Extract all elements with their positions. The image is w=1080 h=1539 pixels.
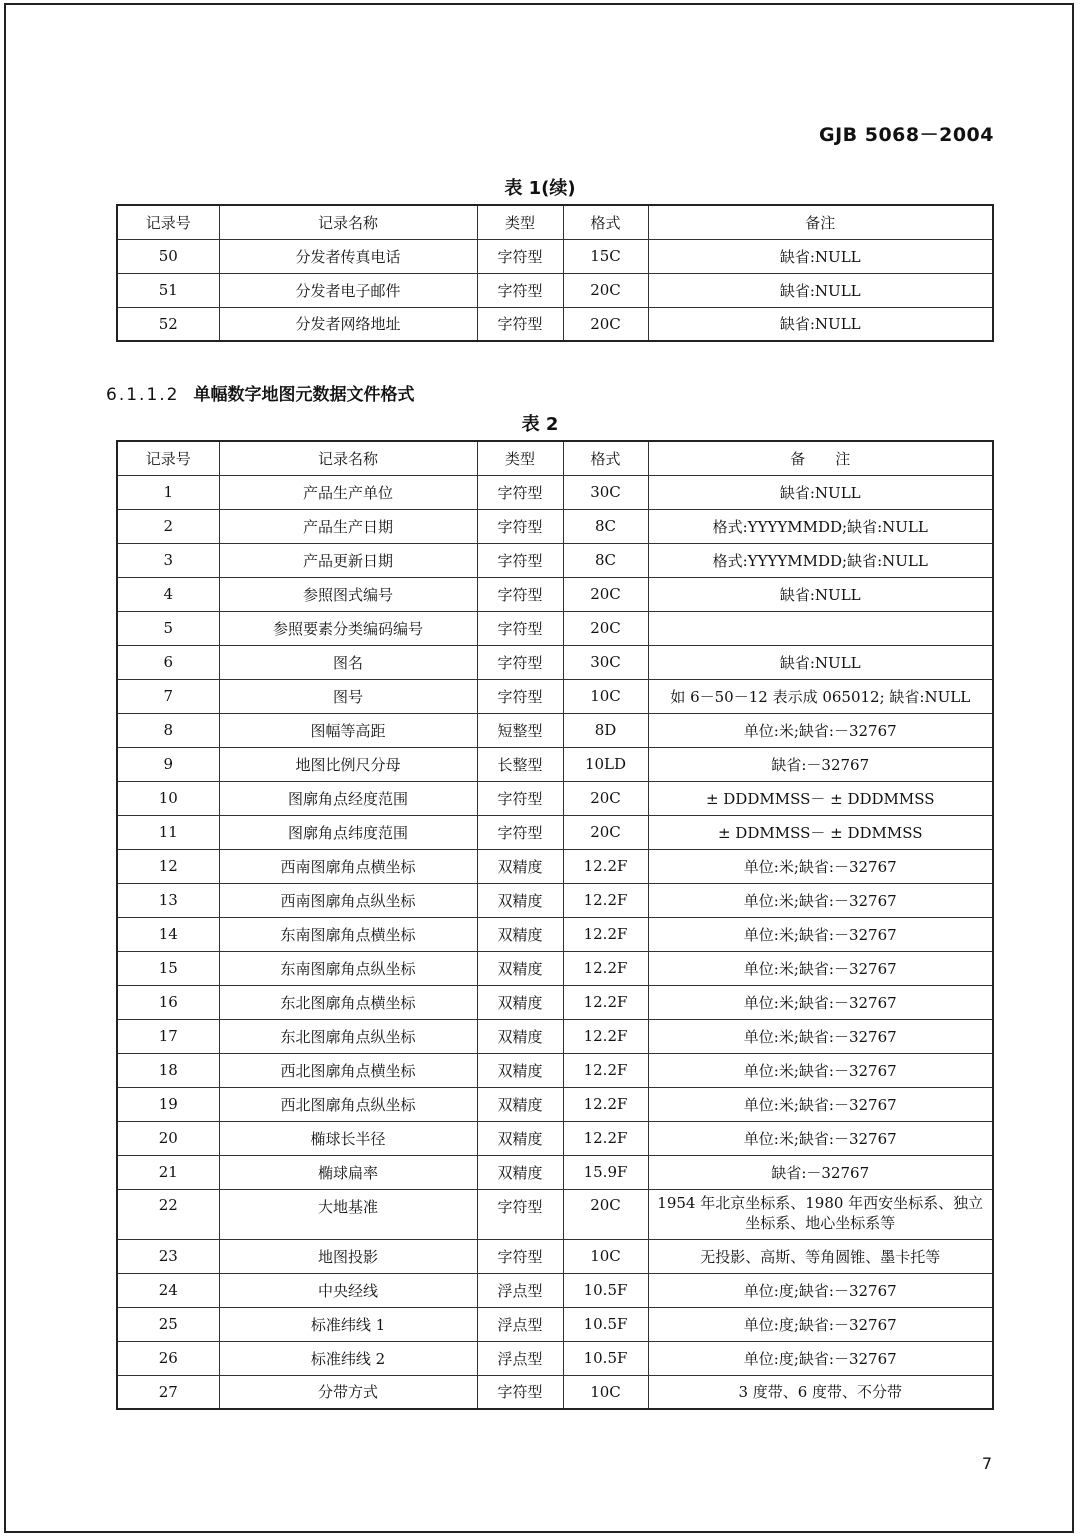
table-cell: 单位:米;缺省:－32767 (648, 713, 993, 747)
table-row (117, 1053, 993, 1087)
table-cell: 双精度 (477, 1019, 563, 1053)
table-cell: 地图比例尺分母 (219, 747, 477, 781)
table-cell: 字符型 (477, 577, 563, 611)
table-cell: 6 (117, 645, 219, 679)
table-cell: 双精度 (477, 985, 563, 1019)
table-cell: 字符型 (477, 1239, 563, 1273)
table-cell: 字符型 (477, 815, 563, 849)
table-row (117, 273, 993, 307)
table-cell: 东北图廓角点纵坐标 (219, 1019, 477, 1053)
table-cell: 20C (563, 273, 648, 307)
table2-caption: 表 2 (521, 414, 559, 435)
table-row (117, 951, 993, 985)
table-cell: 30C (563, 475, 648, 509)
table-cell: 单位:度;缺省:－32767 (648, 1273, 993, 1307)
table-cell: 浮点型 (477, 1273, 563, 1307)
table-cell: 标准纬线 2 (219, 1341, 477, 1375)
table-row (117, 781, 993, 815)
section-title: 单幅数字地图元数据文件格式 (193, 385, 415, 405)
table-cell: 26 (117, 1341, 219, 1375)
column-header: 记录名称 (219, 441, 477, 475)
table-cell: 双精度 (477, 1155, 563, 1189)
table-cell: 分带方式 (219, 1375, 477, 1409)
table-cell: 1 (117, 475, 219, 509)
table-cell: 单位:度;缺省:－32767 (648, 1341, 993, 1375)
table-cell: 短整型 (477, 713, 563, 747)
column-header: 备 注 (648, 441, 993, 475)
table-cell: 缺省:－32767 (648, 747, 993, 781)
table-cell: 12.2F (563, 1121, 648, 1155)
table-cell: 产品更新日期 (219, 543, 477, 577)
table-row (117, 1189, 993, 1239)
table-cell: 字符型 (477, 645, 563, 679)
table-cell: 23 (117, 1239, 219, 1273)
table-cell: ± DDMMSS－ ± DDMMSS (648, 815, 993, 849)
table-cell: 单位:米;缺省:－32767 (648, 951, 993, 985)
table-cell: 24 (117, 1273, 219, 1307)
table-cell: 17 (117, 1019, 219, 1053)
table-cell: 5 (117, 611, 219, 645)
table-cell: 标准纬线 1 (219, 1307, 477, 1341)
table-row (117, 577, 993, 611)
table1-caption: 表 1(续) (504, 178, 576, 199)
table-cell: 30C (563, 645, 648, 679)
table-cell: 2 (117, 509, 219, 543)
table-cell: 20 (117, 1121, 219, 1155)
table-row (117, 1239, 993, 1273)
column-header: 类型 (477, 441, 563, 475)
table-row (117, 1341, 993, 1375)
table-cell: 8C (563, 509, 648, 543)
table-cell: 缺省:NULL (648, 239, 993, 273)
page-number: 7 (981, 1454, 992, 1473)
table-cell: 东南图廓角点横坐标 (219, 917, 477, 951)
table-cell: 产品生产日期 (219, 509, 477, 543)
table-cell: 12.2F (563, 951, 648, 985)
table-row (117, 883, 993, 917)
table-cell: 单位:米;缺省:－32767 (648, 985, 993, 1019)
table-cell: 双精度 (477, 1121, 563, 1155)
table-row (117, 917, 993, 951)
table-cell: 10C (563, 1375, 648, 1409)
table-cell: 产品生产单位 (219, 475, 477, 509)
table-row (117, 1375, 993, 1409)
table-cell: 8D (563, 713, 648, 747)
table-cell: 12.2F (563, 849, 648, 883)
table-cell: 12.2F (563, 917, 648, 951)
table-row (117, 747, 993, 781)
table-row (117, 1019, 993, 1053)
table-cell: 9 (117, 747, 219, 781)
table-cell: 8C (563, 543, 648, 577)
table-cell: 16 (117, 985, 219, 1019)
table-row (117, 1273, 993, 1307)
table-cell: 15C (563, 239, 648, 273)
table-cell: 格式:YYYYMMDD;缺省:NULL (648, 509, 993, 543)
column-header: 记录号 (117, 205, 219, 239)
column-header: 格式 (563, 441, 648, 475)
table1 (116, 204, 994, 342)
table-cell: 50 (117, 239, 219, 273)
table-cell: 10 (117, 781, 219, 815)
table-cell: 单位:米;缺省:－32767 (648, 883, 993, 917)
table-cell: 浮点型 (477, 1341, 563, 1375)
table-cell: 双精度 (477, 1053, 563, 1087)
table-cell: 双精度 (477, 917, 563, 951)
table-cell: 25 (117, 1307, 219, 1341)
table-cell: 3 (117, 543, 219, 577)
table-cell: 字符型 (477, 1189, 563, 1239)
table-cell: 西北图廓角点横坐标 (219, 1053, 477, 1087)
table-cell: 20C (563, 815, 648, 849)
column-header: 类型 (477, 205, 563, 239)
table-cell: 单位:米;缺省:－32767 (648, 1053, 993, 1087)
table-row (117, 849, 993, 883)
column-header: 格式 (563, 205, 648, 239)
table-row (117, 475, 993, 509)
table-cell: 12.2F (563, 1053, 648, 1087)
table-cell: 分发者电子邮件 (219, 273, 477, 307)
table-cell: 18 (117, 1053, 219, 1087)
table-cell: 分发者网络地址 (219, 307, 477, 341)
standard-code: GJB 5068－2004 (818, 124, 994, 146)
table-row (117, 815, 993, 849)
table-row (117, 543, 993, 577)
table-cell: 单位:米;缺省:－32767 (648, 1087, 993, 1121)
table-cell: ± DDDMMSS－ ± DDDMMSS (648, 781, 993, 815)
table-cell: 参照图式编号 (219, 577, 477, 611)
table-cell: 分发者传真电话 (219, 239, 477, 273)
table-cell: 缺省:NULL (648, 645, 993, 679)
table-row (117, 307, 993, 341)
table-cell: 21 (117, 1155, 219, 1189)
table-cell: 3 度带、6 度带、不分带 (648, 1375, 993, 1409)
column-header: 备注 (648, 205, 993, 239)
table-cell: 单位:米;缺省:－32767 (648, 1121, 993, 1155)
table-cell: 缺省:NULL (648, 307, 993, 341)
table-cell: 52 (117, 307, 219, 341)
table-cell: 地图投影 (219, 1239, 477, 1273)
table-row (117, 509, 993, 543)
table-cell: 10C (563, 679, 648, 713)
table-cell: 19 (117, 1087, 219, 1121)
table-cell: 字符型 (477, 475, 563, 509)
table-cell: 字符型 (477, 273, 563, 307)
table-cell: 10.5F (563, 1273, 648, 1307)
table-cell: 字符型 (477, 307, 563, 341)
table-row (117, 679, 993, 713)
table-cell: 27 (117, 1375, 219, 1409)
table-cell: 14 (117, 917, 219, 951)
column-header: 记录名称 (219, 205, 477, 239)
table-cell: 12 (117, 849, 219, 883)
table-cell: 4 (117, 577, 219, 611)
table-cell: 浮点型 (477, 1307, 563, 1341)
table-cell (648, 611, 993, 645)
table-cell: 参照要素分类编码编号 (219, 611, 477, 645)
table-cell: 10.5F (563, 1307, 648, 1341)
table-cell: 椭球扁率 (219, 1155, 477, 1189)
table-cell: 字符型 (477, 679, 563, 713)
table-cell: 字符型 (477, 781, 563, 815)
table-cell: 图号 (219, 679, 477, 713)
table-cell: 双精度 (477, 849, 563, 883)
table-cell: 22 (117, 1189, 219, 1239)
table-row (117, 1087, 993, 1121)
table-cell: 图廓角点纬度范围 (219, 815, 477, 849)
table-cell: 长整型 (477, 747, 563, 781)
table-cell: 单位:度;缺省:－32767 (648, 1307, 993, 1341)
table-cell: 无投影、高斯、等角圆锥、墨卡托等 (648, 1239, 993, 1273)
table-row (117, 1121, 993, 1155)
table-cell: 缺省:－32767 (648, 1155, 993, 1189)
column-header: 记录号 (117, 441, 219, 475)
table-cell: 椭球长半径 (219, 1121, 477, 1155)
table-cell: 字符型 (477, 509, 563, 543)
table-cell: 图幅等高距 (219, 713, 477, 747)
table-cell: 大地基准 (219, 1189, 477, 1239)
table-row (117, 611, 993, 645)
table-cell: 12.2F (563, 1019, 648, 1053)
table-cell: 西南图廓角点纵坐标 (219, 883, 477, 917)
table-cell: 15 (117, 951, 219, 985)
table-cell: 缺省:NULL (648, 475, 993, 509)
table-cell: 图名 (219, 645, 477, 679)
table-cell: 10C (563, 1239, 648, 1273)
table-cell: 10.5F (563, 1341, 648, 1375)
table-cell: 西南图廓角点横坐标 (219, 849, 477, 883)
table-cell: 20C (563, 1189, 648, 1239)
section-number: 6.1.1.2 (106, 385, 180, 405)
table-cell: 11 (117, 815, 219, 849)
table-cell: 东北图廓角点横坐标 (219, 985, 477, 1019)
table-cell: 字符型 (477, 1375, 563, 1409)
table-cell: 缺省:NULL (648, 273, 993, 307)
table-cell: 字符型 (477, 611, 563, 645)
table-cell: 双精度 (477, 883, 563, 917)
table-cell: 东南图廓角点纵坐标 (219, 951, 477, 985)
table-cell: 8 (117, 713, 219, 747)
table-row (117, 1307, 993, 1341)
table-cell: 如 6－50－12 表示成 065012; 缺省:NULL (648, 679, 993, 713)
table-cell: 双精度 (477, 1087, 563, 1121)
table2 (116, 440, 994, 1410)
table-cell: 13 (117, 883, 219, 917)
table-cell: 缺省:NULL (648, 577, 993, 611)
table-cell: 中央经线 (219, 1273, 477, 1307)
table-row (117, 1155, 993, 1189)
table-cell: 双精度 (477, 951, 563, 985)
table-cell: 20C (563, 307, 648, 341)
table-cell: 12.2F (563, 883, 648, 917)
table-cell: 51 (117, 273, 219, 307)
table-cell: 10LD (563, 747, 648, 781)
table-cell: 字符型 (477, 543, 563, 577)
table-cell: 12.2F (563, 985, 648, 1019)
table2-header-row (117, 441, 993, 475)
table-row (117, 239, 993, 273)
table-cell: 20C (563, 781, 648, 815)
table-cell: 单位:米;缺省:－32767 (648, 917, 993, 951)
table-cell: 20C (563, 611, 648, 645)
section-heading (106, 380, 414, 405)
table-row (117, 713, 993, 747)
table-cell: 字符型 (477, 239, 563, 273)
table-cell: 1954 年北京坐标系、1980 年西安坐标系、独立坐标系、地心坐标系等 (648, 1189, 993, 1239)
table-row (117, 985, 993, 1019)
table-cell: 12.2F (563, 1087, 648, 1121)
table-cell: 单位:米;缺省:－32767 (648, 1019, 993, 1053)
table-cell: 西北图廓角点纵坐标 (219, 1087, 477, 1121)
table-cell: 格式:YYYYMMDD;缺省:NULL (648, 543, 993, 577)
table-cell: 20C (563, 577, 648, 611)
table-cell: 单位:米;缺省:－32767 (648, 849, 993, 883)
table1-header-row (117, 205, 993, 239)
table-cell: 图廓角点经度范围 (219, 781, 477, 815)
table-cell: 7 (117, 679, 219, 713)
table-cell: 15.9F (563, 1155, 648, 1189)
table-row (117, 645, 993, 679)
